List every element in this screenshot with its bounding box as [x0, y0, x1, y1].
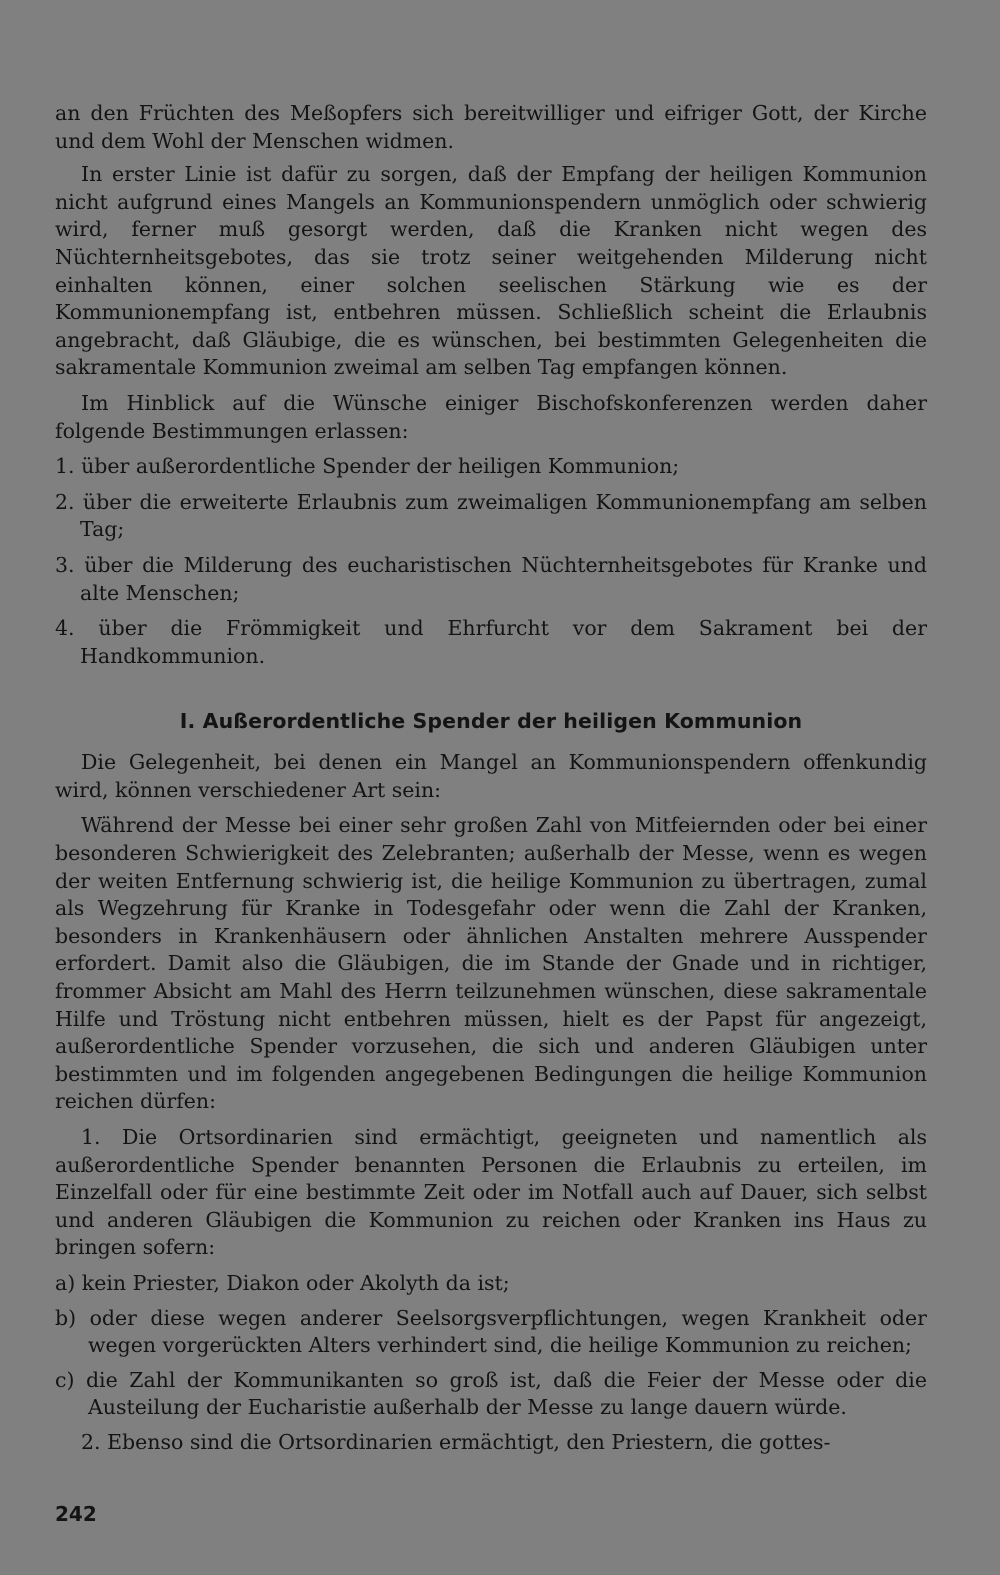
condition-item [55, 1367, 927, 1422]
provisions-list [55, 453, 927, 670]
list-item [55, 489, 927, 544]
list-item-text: über die Frömmigkeit und Ehrfurcht vor dem Sakrament bei der Handkommunion. [80, 616, 927, 668]
list-item-text: über die Milderung des eucharistischen Nüchternheitsgebotes für Kranke und alte Menschen; [80, 552, 927, 605]
list-item-number: 4. [55, 616, 75, 641]
condition-label: c) [55, 1367, 75, 1392]
page-body [55, 100, 927, 1465]
condition-text: oder diese wegen anderer Seelsorgsverpflichtungen, wegen Krankheit oder wegen vorgerückten Alters verhindert sind, die heilige Kommunion zu reichen; [88, 1305, 927, 1358]
list-item-number: 3. [55, 552, 75, 577]
section-paragraph-point-2: 2. Ebenso sind die Ortsordinarien ermächtigt, den Priestern, die gottes- [81, 1429, 831, 1454]
paragraph-continuation: an den Früchten des Meßopfers sich bereitwilliger und eifriger Gott, der Kirche und dem Wohl der Menschen widmen. [55, 101, 927, 153]
list-item [55, 453, 927, 481]
list-item-number: 2. [55, 489, 75, 514]
list-item [55, 615, 927, 670]
list-item-text: über die erweiterte Erlaubnis zum zweimaligen Kommunionempfang am selben Tag; [80, 489, 927, 542]
section-paragraph-point-1: 1. Die Ortsordinarien sind ermächtigt, geeigneten und namentlich als außerordentliche Spender benannten Personen die Erlaubnis zu erteilen, im Einzelfall oder für eine bestimmte Zeit oder im Notfall auch auf Dauer, sich selbst und anderen Gläubigen die Kommunion zu reichen oder Kranken ins Haus zu bringen sofern: [55, 1125, 927, 1260]
paragraph-provisions: Im Hinblick auf die Wünsche einiger Bischofskonferenzen werden daher folgende Bestimmungen erlassen: [55, 390, 927, 443]
list-item [55, 552, 927, 607]
page-number: 242 [55, 1502, 97, 1526]
section-paragraph: Die Gelegenheit, bei denen ein Mangel an Kommunionspendern offenkundig wird, können verschiedener Art sein: [55, 750, 927, 802]
section-paragraph: Während der Messe bei einer sehr großen Zahl von Mitfeiernden oder bei einer besonderen Schwierigkeit des Zelebranten; außerhalb der Messe, wenn es wegen der weiten Entfernung schwierig ist, die heilige Kommunion zu übertragen, zumal als Wegzehrung für Kranke in Todesgefahr oder wenn die Zahl der Kranken, besonders in Krankenhäusern oder ähnlichen Anstalten mehrere Ausspender erfordert. Damit also die Gläubigen, die im Stande der Gnade und in richtiger, frommer Absicht am Mahl des Herrn teilzunehmen wünschen, diese sakramentale Hilfe und Tröstung nicht entbehren müssen, hielt es der Papst für angezeigt, außerordentliche Spender vorzusehen, die sich und anderen Gläubigen unter bestimmten und im folgenden angegebenen Bedingungen die heilige Kommunion reichen dürfen: [55, 813, 927, 1114]
condition-label: a) [55, 1270, 76, 1295]
section-heading: I. Außerordentliche Spender der heiligen Kommunion [179, 709, 803, 734]
condition-label: b) [55, 1305, 77, 1330]
list-item-text: über außerordentliche Spender der heiligen Kommunion; [81, 454, 680, 479]
condition-item [55, 1305, 927, 1360]
condition-item [55, 1270, 927, 1298]
conditions-list [55, 1270, 927, 1422]
condition-text: kein Priester, Diakon oder Akolyth da ist; [81, 1270, 510, 1295]
condition-text: die Zahl der Kommunikanten so groß ist, daß die Feier der Messe oder die Austeilung der Eucharistie außerhalb der Messe zu lange dauern würde. [85, 1367, 927, 1420]
list-item-number: 1. [55, 454, 75, 479]
paragraph-intro: In erster Linie ist dafür zu sorgen, daß der Empfang der heiligen Kommunion nicht aufgrund eines Mangels an Kommunionspendern unmöglich oder schwierig wird, ferner muß gesorgt werden, daß die Kranken nicht wegen des Nüchternheitsgebotes, das sie trotz seiner weitgehenden Milderung nicht einhalten können, einer solchen seelischen Stärkung wie es der Kommunionempfang ist, entbehren müssen. Schließlich scheint die Erlaubnis angebracht, daß Gläubige, die es wünschen, bei bestimmten Gelegenheiten die sakramentale Kommunion zweimal am selben Tag empfangen können. [55, 162, 927, 380]
